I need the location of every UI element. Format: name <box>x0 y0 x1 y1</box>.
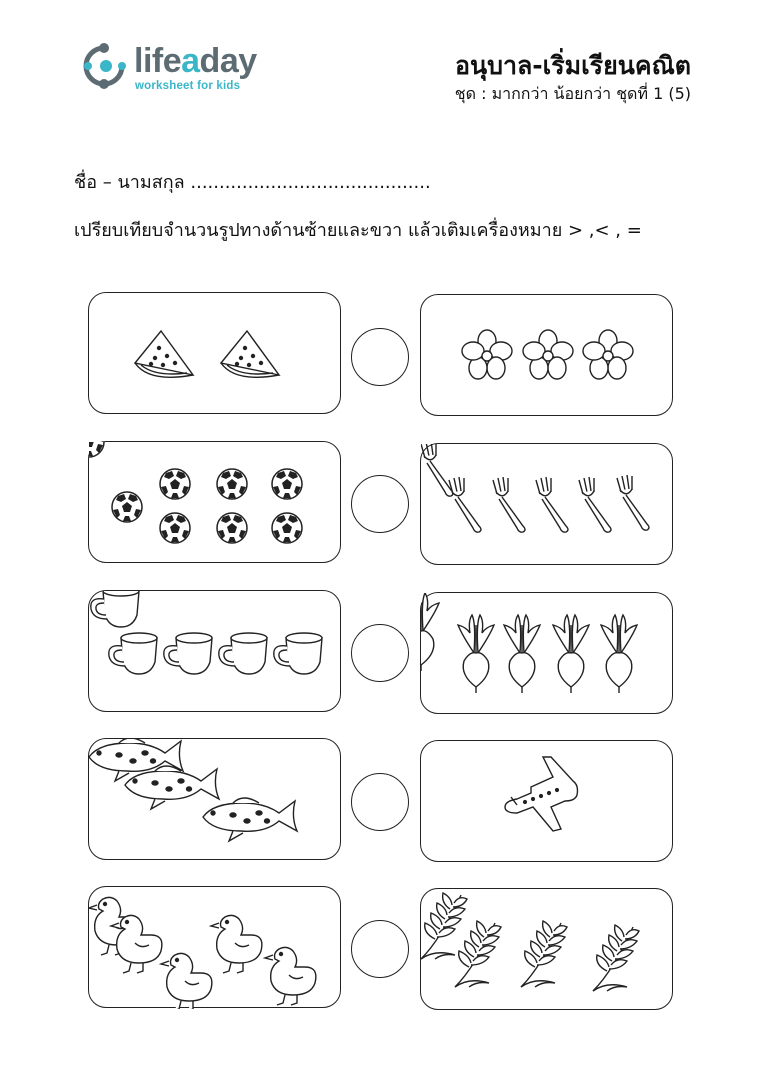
fork-icon <box>421 444 453 496</box>
left-box-3 <box>88 590 341 712</box>
duck-icon <box>265 947 316 1005</box>
airplane-icon <box>421 741 674 863</box>
logo-molecule-icon <box>82 40 132 90</box>
left-box-5 <box>88 886 341 1008</box>
watermelon-icon <box>135 331 193 377</box>
cup-icon <box>274 633 322 674</box>
cup-icon <box>219 633 267 674</box>
beetroot-icon <box>601 615 637 693</box>
soccer-ball-icon <box>272 513 302 543</box>
instruction-text: เปรียบเทียบจำนวนรูปทางด้านซ้ายและขวา แล้วเติมเครื่องหมาย > ,< , = <box>74 220 642 241</box>
answer-circle-2[interactable] <box>351 475 409 533</box>
right-box-2 <box>420 443 673 565</box>
wheat-icon <box>455 921 501 987</box>
duck-icon <box>211 915 262 973</box>
answer-circle-1[interactable] <box>351 328 409 386</box>
cup-icon <box>91 591 139 627</box>
answer-circle-4[interactable] <box>351 773 409 831</box>
beetroot-icon <box>504 615 540 693</box>
logo-tagline: worksheet for kids <box>135 80 241 92</box>
answer-circle-3[interactable] <box>351 624 409 682</box>
soccer-ball-icon <box>160 513 190 543</box>
duck-icon <box>161 953 212 1009</box>
left-box-4 <box>88 738 341 860</box>
fork-icon <box>493 477 525 532</box>
worksheet-title: อนุบาล-เริ่มเรียนคณิต <box>454 51 691 80</box>
watermelon-icon <box>221 331 279 377</box>
flower-icon <box>523 330 573 379</box>
name-field-line[interactable]: ชื่อ – นามสกุล .......................................... <box>74 172 431 193</box>
right-box-4 <box>420 740 673 862</box>
beetroot-icon <box>421 593 439 671</box>
answer-circle-5[interactable] <box>351 920 409 978</box>
wheat-icon <box>421 893 467 959</box>
flower-icon <box>462 330 512 379</box>
right-box-5 <box>420 888 673 1010</box>
wheat-icon <box>593 925 639 991</box>
beetroot-icon <box>553 615 589 693</box>
soccer-ball-icon <box>89 442 104 457</box>
logo-wordmark: lifeaday <box>134 42 257 80</box>
fork-icon <box>449 477 481 532</box>
duck-icon <box>111 915 162 973</box>
flower-icon <box>583 330 633 379</box>
fork-icon <box>579 477 611 532</box>
right-box-3 <box>420 592 673 714</box>
cup-icon <box>109 633 157 674</box>
left-box-2 <box>88 441 341 563</box>
fork-icon <box>536 477 568 532</box>
fish-icon <box>203 798 297 841</box>
fish-icon <box>125 766 219 809</box>
left-box-1 <box>88 292 341 414</box>
wheat-icon <box>521 921 567 987</box>
soccer-ball-icon <box>112 492 142 522</box>
right-box-1 <box>420 294 673 416</box>
cup-icon <box>164 633 212 674</box>
worksheet-subtitle: ชุด : มากกว่า น้อยกว่า ชุดที่ 1 (5) <box>454 84 691 103</box>
beetroot-icon <box>458 615 494 693</box>
soccer-ball-icon <box>160 469 190 499</box>
fork-icon <box>617 475 649 530</box>
soccer-ball-icon <box>217 513 247 543</box>
lifeaday-logo <box>82 38 282 98</box>
soccer-ball-icon <box>217 469 247 499</box>
watermelon-icon-group <box>89 293 342 415</box>
soccer-ball-icon <box>272 469 302 499</box>
